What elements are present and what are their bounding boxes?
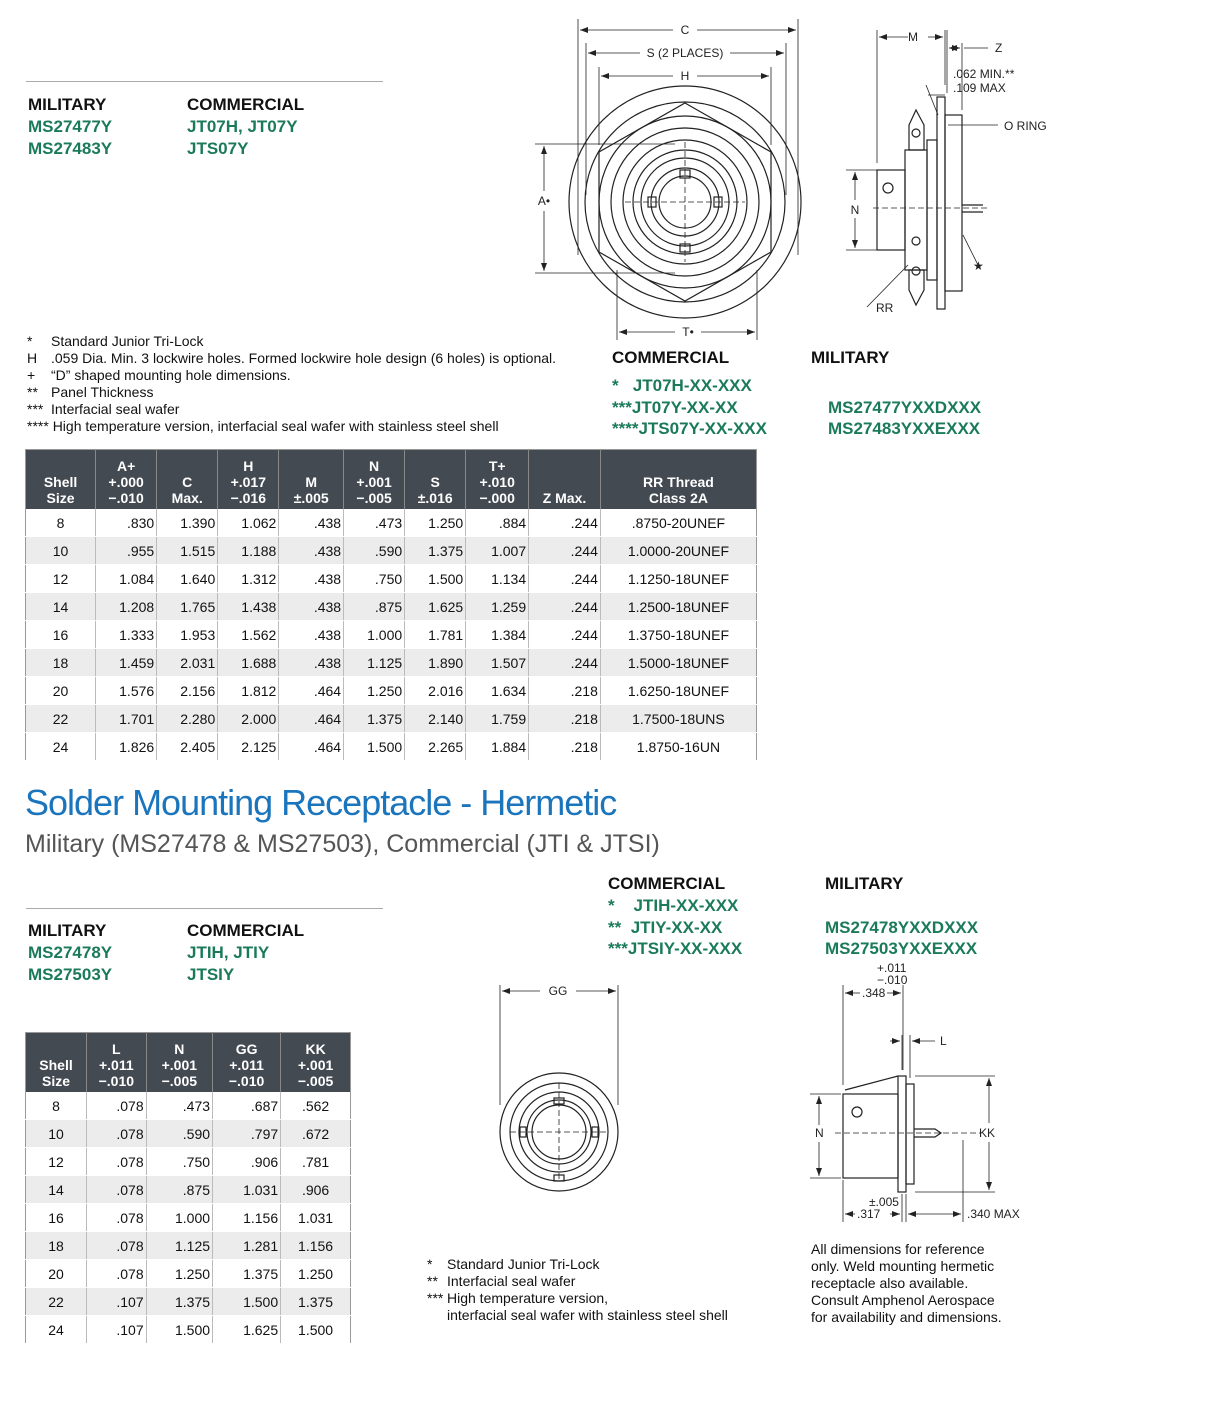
top-commercial-part: JT07H, JT07Y [187,117,298,136]
table-cell: 1.500 [213,1288,281,1316]
table-cell: 2.016 [405,677,466,705]
table-cell: .830 [96,509,157,537]
table-cell: 1.156 [281,1232,351,1260]
table-cell: .750 [146,1148,212,1176]
top-commercial-header: COMMERCIAL [187,95,305,114]
table-cell: 1.375 [281,1288,351,1316]
table-cell: 1.084 [96,565,157,593]
bottom-commercial-part: JTIH, JTIY [187,943,270,962]
table-cell: 18 [26,649,96,677]
dim-rr-label: RR [876,301,894,315]
table-cell: 16 [26,1204,87,1232]
table-cell: 1.500 [281,1316,351,1344]
table-cell: 1.125 [344,649,405,677]
table-row [26,1260,351,1288]
table-header-row [26,1033,351,1093]
table-cell: .218 [529,705,601,733]
top-code-commercial-label: COMMERCIAL [612,348,730,367]
column-header: T+ +.010 −.000 [466,450,529,510]
bottom-military-header: MILITARY [28,921,107,940]
top-commercial-part: JTS07Y [187,139,249,158]
table-cell: 18 [26,1232,87,1260]
table-cell: 20 [26,677,96,705]
table-cell: .687 [213,1092,281,1120]
bottom-military-code: MS27478YXXDXXX [825,918,979,937]
table-cell: 1.688 [218,649,279,677]
table-cell: 1.062 [218,509,279,537]
dim-317-label: .317 [857,1207,881,1221]
top-divider [26,81,383,82]
column-header: L +.011 −.010 [87,1033,147,1093]
star-marker: ★ [973,259,984,273]
table-cell: .875 [146,1176,212,1204]
table-row [26,677,757,705]
table-cell: 8 [26,509,96,537]
table-cell: 1.765 [157,593,218,621]
table-cell: 1.6250-18UNEF [600,677,756,705]
column-header: Z Max. [529,450,601,510]
top-military-header: MILITARY [28,95,107,114]
table-cell: 1.375 [405,537,466,565]
table-cell: 10 [26,1120,87,1148]
table-cell: 2.405 [157,733,218,761]
table-cell: .078 [87,1092,147,1120]
table-cell: 22 [26,1288,87,1316]
table-cell: 10 [26,537,96,565]
table-cell: 1.438 [218,593,279,621]
table-cell: .078 [87,1232,147,1260]
table-cell: .438 [279,509,344,537]
column-header: Shell Size [26,1033,87,1093]
table-cell: 2.031 [157,649,218,677]
bottom-military-code: MS27503YXXEXXX [825,939,978,958]
dim-n-label: N [815,1126,824,1140]
table-cell: 1.7500-18UNS [600,705,756,733]
table-cell: 1.281 [213,1232,281,1260]
table-cell: 1.250 [281,1260,351,1288]
table-row [26,1176,351,1204]
column-header: N +.001 −.005 [344,450,405,510]
table-cell: .438 [279,593,344,621]
tol-plus-label: +.011 [877,961,907,975]
table-cell: 1.5000-18UNEF [600,649,756,677]
note-line: *** High temperature version, [427,1290,609,1306]
dim-gg-label: GG [548,984,568,998]
note-line: * Standard Junior Tri-Lock [427,1256,600,1272]
bottom-commercial-code: * JTIH-XX-XXX [608,896,739,915]
table-cell: .438 [279,649,344,677]
table-cell: .218 [529,733,601,761]
top-commercial-code: ****JTS07Y-XX-XXX [612,419,767,438]
dim-m-label: M [908,30,918,44]
table-cell: .107 [87,1288,147,1316]
table-cell: .884 [466,509,529,537]
table-cell: 2.140 [405,705,466,733]
table-row [26,705,757,733]
dim-l-label: L [940,1034,947,1048]
dim-c-label: C [680,23,690,37]
bottom-divider [26,908,383,909]
top-military-code: MS27483YXXEXXX [828,419,981,438]
table-cell: 22 [26,705,96,733]
tol-pm-label: ±.005 [869,1195,899,1209]
bottom-dimension-table [25,1032,351,1344]
table-cell: 12 [26,565,96,593]
top-commercial-code: ***JT07Y-XX-XX [612,398,738,417]
bottom-commercial-code: ** JTIY-XX-XX [608,918,723,937]
table-cell: 1.701 [96,705,157,733]
dim-340-label: .340 MAX [967,1207,1020,1221]
table-cell: .906 [281,1176,351,1204]
note-line: *** Interfacial seal wafer [27,401,180,417]
dim-z-label: Z [995,41,1003,55]
note-line: **** High temperature version, interfacial seal wafer with stainless steel shell [27,418,499,434]
table-cell: 1.250 [405,509,466,537]
table-cell: .464 [279,733,344,761]
table-cell: 1.890 [405,649,466,677]
bottom-code-commercial-label: COMMERCIAL [608,874,726,893]
table-cell: 1.312 [218,565,279,593]
top-military-code: MS27477YXXDXXX [828,398,982,417]
table-cell: .464 [279,705,344,733]
table-row [26,1092,351,1120]
table-cell: 20 [26,1260,87,1288]
table-cell: 1.390 [157,509,218,537]
reference-note: All dimensions for reference only. Weld mounting hermetic receptacle also available. Consult Amphenol Aerospace for availability and dimensions. [811,1241,1002,1325]
table-row [26,1204,351,1232]
table-cell: .078 [87,1120,147,1148]
bottom-military-part: MS27503Y [28,965,113,984]
table-cell: 2.000 [218,705,279,733]
table-cell: .438 [279,537,344,565]
table-row [26,593,757,621]
table-row [26,537,757,565]
bottom-code-military-label: MILITARY [825,874,904,893]
table-cell: 1.007 [466,537,529,565]
bottom-commercial-part: JTSIY [187,965,235,984]
top-military-part: MS27483Y [28,139,113,158]
table-cell: 1.562 [218,621,279,649]
table-cell: 1.031 [213,1176,281,1204]
table-cell: 12 [26,1148,87,1176]
dim-h-label: H [680,69,690,83]
table-cell: .438 [279,565,344,593]
table-cell: 1.188 [218,537,279,565]
table-cell: .590 [146,1120,212,1148]
table-cell: 1.625 [405,593,466,621]
table-cell: 1.884 [466,733,529,761]
table-header-row [26,450,757,510]
table-cell: 1.1250-18UNEF [600,565,756,593]
table-cell: 2.125 [218,733,279,761]
note-line: + “D” shaped mounting hole dimensions. [27,367,291,383]
table-cell: 1.759 [466,705,529,733]
note-line: ** Panel Thickness [27,384,154,400]
note-line: ** Interfacial seal wafer [427,1273,576,1289]
table-cell: .8750-20UNEF [600,509,756,537]
table-cell: 1.500 [146,1316,212,1344]
table-cell: .078 [87,1204,147,1232]
o-ring-label: O RING [1004,119,1047,133]
table-cell: 1.3750-18UNEF [600,621,756,649]
table-cell: 2.280 [157,705,218,733]
table-cell: .875 [344,593,405,621]
table-cell: 1.384 [466,621,529,649]
table-cell: 2.265 [405,733,466,761]
top-military-part: MS27477Y [28,117,113,136]
table-cell: 1.333 [96,621,157,649]
table-cell: 8 [26,1092,87,1120]
table-cell: 1.375 [213,1260,281,1288]
table-cell: 1.826 [96,733,157,761]
note-line: H .059 Dia. Min. 3 lockwire holes. Formed lockwire hole design (6 holes) is optional. [27,350,557,366]
top-side-view-drawing [838,25,1063,325]
bottom-military-part: MS27478Y [28,943,113,962]
column-header: C Max. [157,450,218,510]
table-cell: 1.125 [146,1232,212,1260]
table-cell: 1.500 [344,733,405,761]
top-front-view-drawing [525,15,815,350]
table-cell: 1.208 [96,593,157,621]
table-cell: 1.500 [405,565,466,593]
note-line: * Standard Junior Tri-Lock [27,333,204,349]
table-cell: 1.812 [218,677,279,705]
table-cell: .244 [529,537,601,565]
table-cell: 1.250 [146,1260,212,1288]
table-cell: .107 [87,1316,147,1344]
panel-min-label: .062 MIN.** [953,67,1015,81]
table-cell: 1.576 [96,677,157,705]
table-cell: 1.625 [213,1316,281,1344]
table-row [26,1232,351,1260]
top-notes [27,333,556,435]
table-cell: 1.259 [466,593,529,621]
table-cell: 1.134 [466,565,529,593]
dim-t-label: T• [682,325,694,339]
table-cell: .244 [529,649,601,677]
table-cell: 1.250 [344,677,405,705]
table-cell: .562 [281,1092,351,1120]
column-header: A+ +.000 −.010 [96,450,157,510]
section-subtitle: Military (MS27478 & MS27503), Commercial (JTI & JTSI) [25,830,660,858]
table-cell: .244 [529,565,601,593]
table-cell: 16 [26,621,96,649]
table-cell: 1.8750-16UN [600,733,756,761]
dim-s-label: S (2 PLACES) [646,46,724,60]
table-cell: .078 [87,1260,147,1288]
note-line: interfacial seal wafer with stainless steel shell [447,1307,728,1323]
top-code-military-label: MILITARY [811,348,890,367]
table-cell: .473 [344,509,405,537]
table-row [26,565,757,593]
top-dimension-table [25,449,757,761]
table-cell: 1.156 [213,1204,281,1232]
table-cell: .473 [146,1092,212,1120]
bottom-notes [427,1256,728,1324]
table-cell: .590 [344,537,405,565]
column-header: GG +.011 −.010 [213,1033,281,1093]
table-cell: 1.515 [157,537,218,565]
bottom-side-view-drawing [805,960,1030,1225]
table-row [26,733,757,761]
table-cell: 24 [26,1316,87,1344]
table-row [26,621,757,649]
bottom-commercial-code: ***JTSIY-XX-XXX [608,939,743,958]
table-cell: .906 [213,1148,281,1176]
table-cell: .244 [529,509,601,537]
panel-max-label: .109 MAX [953,81,1006,95]
table-cell: .672 [281,1120,351,1148]
table-cell: 1.507 [466,649,529,677]
column-header: H +.017 −.016 [218,450,279,510]
bottom-front-view-drawing [490,975,630,1195]
table-cell: .438 [279,621,344,649]
column-header: KK +.001 −.005 [281,1033,351,1093]
table-row [26,509,757,537]
table-cell: .218 [529,677,601,705]
table-cell: .464 [279,677,344,705]
table-cell: 14 [26,593,96,621]
table-cell: 24 [26,733,96,761]
bottom-commercial-header: COMMERCIAL [187,921,305,940]
table-cell: 1.781 [405,621,466,649]
table-row [26,649,757,677]
table-cell: .797 [213,1120,281,1148]
table-cell: 1.459 [96,649,157,677]
table-cell: 1.0000-20UNEF [600,537,756,565]
table-cell: 1.634 [466,677,529,705]
table-cell: 1.000 [344,621,405,649]
table-row [26,1316,351,1344]
table-cell: 1.375 [146,1288,212,1316]
table-cell: 1.953 [157,621,218,649]
table-row [26,1288,351,1316]
dim-348-label: .348 [862,986,886,1000]
table-cell: 1.640 [157,565,218,593]
column-header: N +.001 −.005 [146,1033,212,1093]
table-cell: 1.2500-18UNEF [600,593,756,621]
table-cell: .078 [87,1148,147,1176]
table-cell: 14 [26,1176,87,1204]
table-cell: .750 [344,565,405,593]
column-header: M ±.005 [279,450,344,510]
table-cell: .955 [96,537,157,565]
section-title: Solder Mounting Receptacle - Hermetic [25,782,617,823]
table-cell: .244 [529,621,601,649]
table-cell: 1.031 [281,1204,351,1232]
table-cell: .078 [87,1176,147,1204]
tol-minus-label: −.010 [877,973,908,987]
table-cell: .781 [281,1148,351,1176]
column-header: RR Thread Class 2A [600,450,756,510]
table-cell: 1.375 [344,705,405,733]
dim-kk-label: KK [979,1126,996,1140]
table-cell: 1.000 [146,1204,212,1232]
dim-a-label: A• [537,194,551,208]
column-header: S ±.016 [405,450,466,510]
table-row [26,1120,351,1148]
top-commercial-code: * JT07H-XX-XXX [612,376,752,395]
table-row [26,1148,351,1176]
column-header: Shell Size [26,450,96,510]
table-cell: .244 [529,593,601,621]
table-cell: 2.156 [157,677,218,705]
dim-n-label: N [850,203,860,217]
